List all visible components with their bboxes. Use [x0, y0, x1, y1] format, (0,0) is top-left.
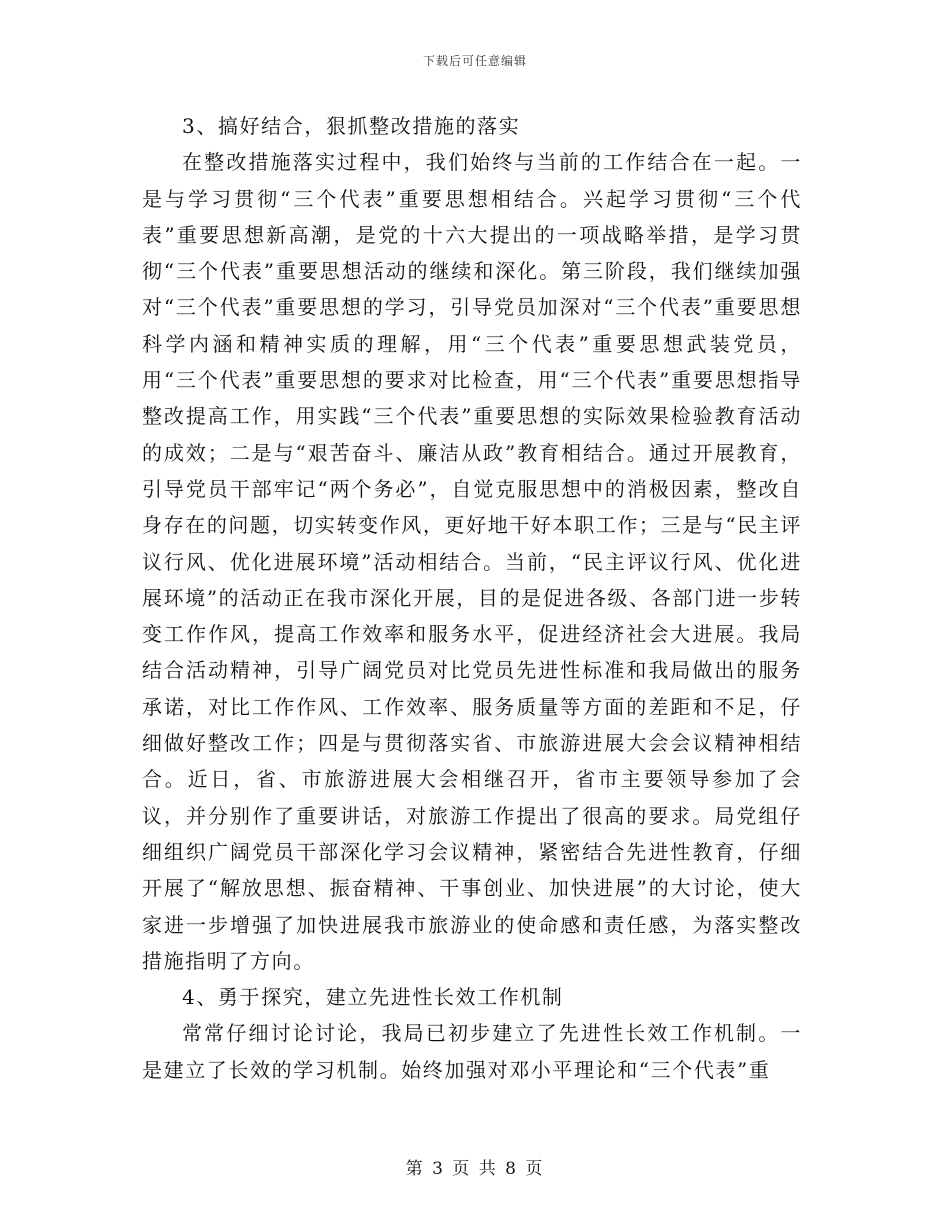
page-footer — [0, 1154, 950, 1179]
section-3-paragraph: 在整改措施落实过程中，我们始终与当前的工作结合在一起。一是与学习贯彻“三个代表”重要思想相结合。兴起学习贯彻“三个代表”重要思想新高潮，是党的十六大提出的一项战略举措，是学习贯彻“三个代表”重要思想活动的继续和深化。第三阶段，我们继续加强对“三个代表”重要思想的学习，引导党员加深对“三个代表”重要思想科学内涵和精神实质的理解，用“三个代表”重要思想武装党员，用“三个代表”重要思想的要求对比检查，用“三个代表”重要思想指导整改提高工作，用实践“三个代表”重要思想的实际效果检验教育活动的成效；二是与“艰苦奋斗、廉洁从政”教育相结合。通过开展教育，引导党员干部牢记“两个务必”，自觉克服思想中的消极因素，整改自身存在的问题，切实转变作风，更好地干好本职工作；三是与“民主评议行风、优化进展环境”活动相结合。当前，“民主评议行风、优化进展环境”的活动正在我市深化开展，目的是促进各级、各部门进一步转变工作作风，提高工作效率和服务水平，促进经济社会大进展。我局结合活动精神，引导广阔党员对比党员先进性标准和我局做出的服务承诺，对比工作作风、工作效率、服务质量等方面的差距和不足，仔细做好整改工作；四是与贯彻落实省、市旅游进展大会会议精神相结合。近日，省、市旅游进展大会相继召开，省市主要领导参加了会议，并分别作了重要讲话，对旅游工作提出了很高的要求。局党组仔细组织广阔党员干部深化学习会议精神，紧密结合先进性教育，仔细开展了“解放思想、振奋精神、干事创业、加快进展”的大讨论，使大家进一步增强了加快进展我市旅游业的使命感和责任感，为落实整改措施指明了方向。 — [142, 150, 802, 973]
section-4-paragraph: 常常仔细讨论讨论，我局已初步建立了先进性长效工作机制。一是建立了长效的学习机制。始终加强对邓小平理论和“三个代表”重 — [142, 1021, 802, 1082]
section-3-heading: 3、搞好结合，狠抓整改措施的落实 — [182, 114, 521, 138]
page-header: 下载后可任意编辑 — [422, 54, 527, 68]
page-number: 第 3 页 共 8 页 — [405, 1159, 545, 1179]
document-body — [142, 108, 802, 1088]
section-4-heading: 4、勇于探究，建立先进性长效工作机制 — [182, 985, 564, 1010]
